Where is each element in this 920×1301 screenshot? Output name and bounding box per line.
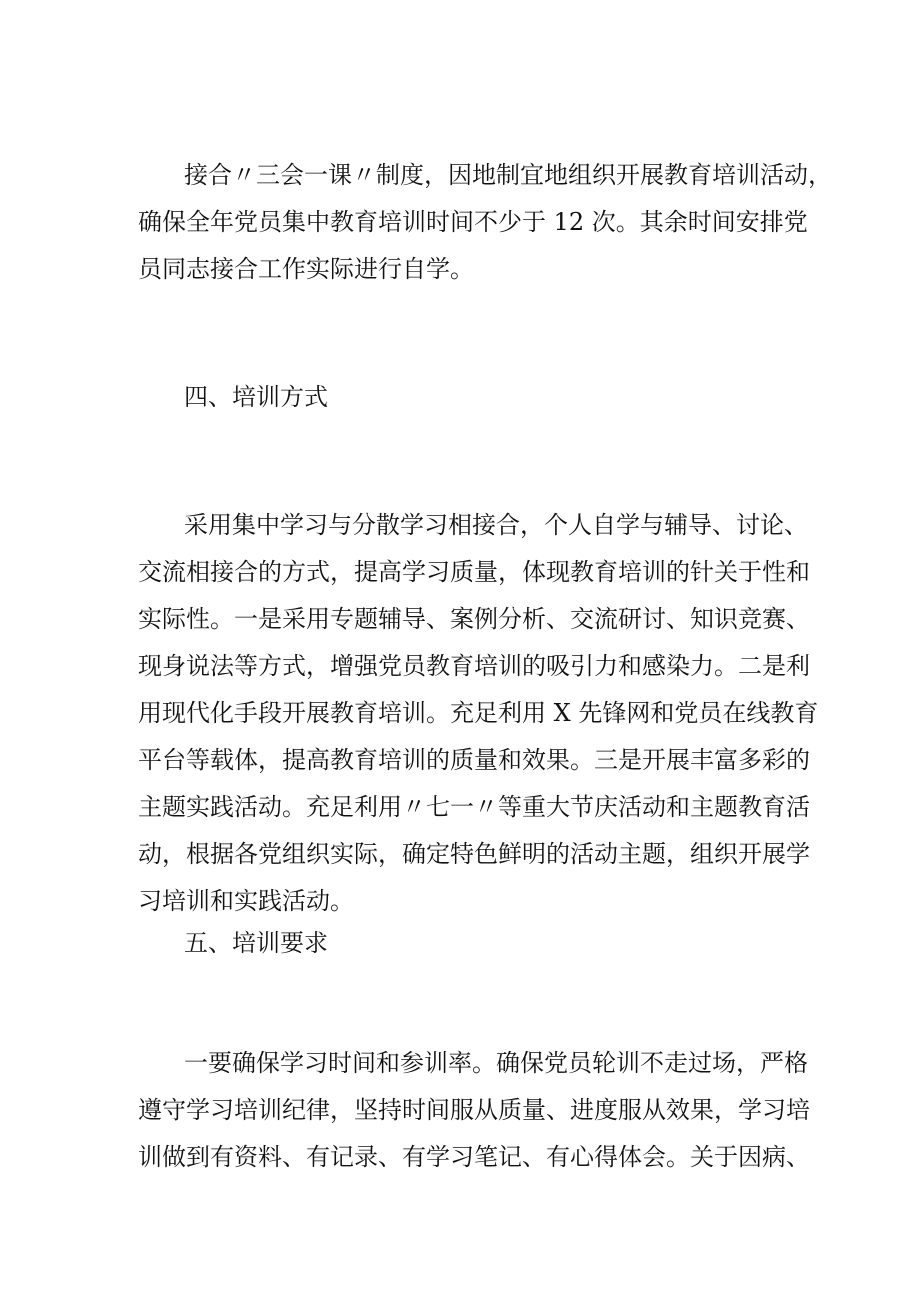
paragraph-line: 交流相接合的方式，提高学习质量，体现教育培训的针关于性和 <box>138 558 810 586</box>
paragraph-line: 习培训和实践活动。 <box>138 887 354 915</box>
section-heading-training-methods <box>138 374 798 421</box>
paragraph-training-schedule <box>138 152 832 293</box>
paragraph-line: 遵守学习培训纪律，坚持时间服从质量、进度服从效果，学习培 <box>138 1096 810 1124</box>
paragraph-training-methods <box>138 502 819 925</box>
paragraph-line: 用现代化手段开展教育培训。充足利用 X 先锋网和党员在线教育 <box>138 699 819 727</box>
section-heading-training-requirements <box>138 920 798 967</box>
paragraph-line: 采用集中学习与分散学习相接合，个人自学与辅导、讨论、 <box>184 511 808 539</box>
paragraph-line: 确保全年党员集中教育培训时间不少于 12 次。其余时间安排党 <box>138 208 808 236</box>
paragraph-line: 接合〃三会一课〃制度，因地制宜地组织开展教育培训活动， <box>184 161 832 189</box>
heading-text: 五、培训要求 <box>184 929 328 957</box>
paragraph-line: 现身说法等方式，增强党员教育培训的吸引力和感染力。二是利 <box>138 652 810 680</box>
paragraph-line: 训做到有资料、有记录、有学习笔记、有心得体会。关于因病、 <box>138 1143 810 1171</box>
paragraph-training-requirements <box>138 1040 810 1181</box>
paragraph-line: 员同志接合工作实际进行自学。 <box>138 255 474 283</box>
paragraph-line: 平台等载体，提高教育培训的质量和效果。三是开展丰富多彩的 <box>138 746 810 774</box>
paragraph-line: 一要确保学习时间和参训率。确保党员轮训不走过场，严格 <box>184 1049 808 1077</box>
heading-text: 四、培训方式 <box>184 383 328 411</box>
paragraph-line: 主题实践活动。充足利用〃七一〃等重大节庆活动和主题教育活 <box>138 793 810 821</box>
paragraph-line: 动，根据各党组织实际，确定特色鲜明的活动主题，组织开展学 <box>138 840 810 868</box>
paragraph-line: 实际性。一是采用专题辅导、案例分析、交流研讨、知识竞赛、 <box>138 605 810 633</box>
